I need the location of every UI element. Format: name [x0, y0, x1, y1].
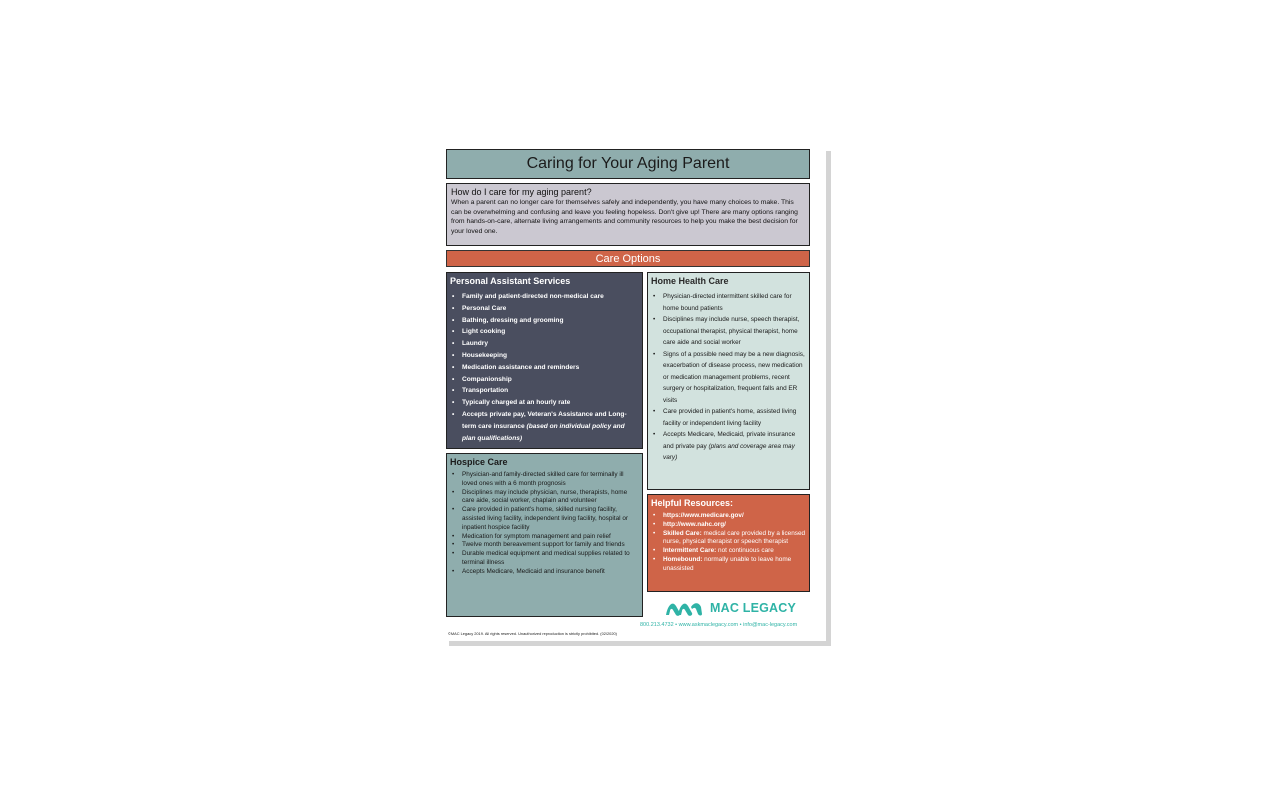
home-health-heading: Home Health Care	[651, 276, 729, 286]
definition-term: Skilled Care:	[663, 529, 702, 537]
hospice-panel	[446, 453, 643, 617]
list-item: • Disciplines may include physician, nurse, therapists, home care aide, social worker, chaplain and volunteer	[450, 489, 639, 507]
list-item: • Signs of a possible need may be a new diagnosis, exacerbation of disease process, new medication or medication management problems, recent surgery or hospitalization, frequent falls and ER visits	[651, 349, 806, 407]
list-item: • Physician-directed intermittent skilled care for home bound patients	[651, 291, 806, 314]
medicare-link[interactable]: https://www.medicare.gov/	[663, 512, 744, 519]
list-item	[651, 547, 806, 556]
list-item: • Personal Care	[450, 303, 639, 315]
home-health-list	[651, 291, 806, 464]
list-item: • Bathing, dressing and grooming	[450, 315, 639, 327]
list-item: • Typically charged at an hourly rate	[450, 397, 639, 409]
list-item	[651, 521, 806, 530]
resources-panel	[647, 494, 810, 592]
document-page	[444, 146, 826, 641]
list-item: • Laundry	[450, 338, 639, 350]
list-item	[651, 556, 806, 574]
list-item: • Medication for symptom management and pain relief	[450, 533, 639, 542]
brand-logo	[664, 597, 804, 619]
home-health-panel	[647, 272, 810, 490]
definition-text: normally unable to leave home unassisted	[663, 555, 792, 572]
list-item	[651, 530, 806, 548]
list-item: • Housekeeping	[450, 350, 639, 362]
list-item: • Family and patient-directed non-medical care	[450, 291, 639, 303]
list-item: • Companionship	[450, 374, 639, 386]
intro-body: When a parent can no longer care for themselves safely and independently, you have many choices to make. This can be overwhelming and confusing and leave you feeling hopeless. Don't give up! There are many options ranging from hands-on-care, alternate living arrangements and community resources to help you make the best decision for your loved one.	[451, 199, 798, 235]
list-item	[450, 409, 639, 444]
definition-term: Intermittent Care:	[663, 547, 717, 555]
list-item: • Care provided in patient's home, skilled nursing facility, assisted living facility, independent living facility, hospital or inpatient hospice facility	[450, 506, 639, 532]
intro-heading: How do I care for my aging parent?	[451, 187, 592, 197]
list-item-text: Accepts private pay, Veteran's Assistance and Long-term care insurance	[462, 410, 627, 430]
definition-term: Homebound:	[663, 555, 703, 563]
care-options-label: Care Options	[595, 252, 661, 265]
list-item: • Accepts Medicare, Medicaid and insurance benefit	[450, 568, 639, 577]
hospice-list	[450, 471, 639, 577]
logo-mark-icon	[664, 598, 704, 618]
copyright-line: ©MAC Legacy 2019. All rights reserved. Unauthorized reproduction is strictly prohibited. (02/2020)	[448, 631, 617, 636]
personal-assistant-list	[450, 291, 639, 444]
logo-text: MAC LEGACY	[710, 601, 797, 615]
hospice-heading: Hospice Care	[450, 457, 508, 467]
list-item-text: Accepts Medicare, Medicaid, private insurance and private pay	[663, 431, 796, 450]
definition-text: medical care provided by a licensed nurse, physical therapist or speech therapist	[663, 529, 806, 546]
list-item-note: (based on individual policy and plan qualifications)	[462, 422, 625, 442]
care-options-bar	[446, 250, 810, 267]
list-item: • Transportation	[450, 385, 639, 397]
list-item: • Medication assistance and reminders	[450, 362, 639, 374]
personal-assistant-heading: Personal Assistant Services	[450, 276, 571, 286]
list-item	[651, 512, 806, 521]
definition-text: not continuous care	[716, 547, 774, 555]
personal-assistant-panel	[446, 272, 643, 449]
list-item: • Light cooking	[450, 326, 639, 338]
resources-heading: Helpful Resources:	[651, 498, 734, 508]
resources-list	[651, 512, 806, 574]
nahc-link[interactable]: http://www.nahc.org/	[663, 520, 726, 528]
list-item: • Care provided in patient's home, assisted living facility or independent living facility	[651, 406, 806, 429]
list-item: • Durable medical equipment and medical supplies related to terminal illness	[450, 550, 639, 568]
list-item: • Physician-and family-directed skilled care for terminally ill loved ones with a 6 month prognosis	[450, 471, 639, 489]
list-item: • Twelve month bereavement support for family and friends	[450, 541, 639, 550]
document-title: Caring for Your Aging Parent	[526, 155, 730, 172]
list-item	[651, 429, 806, 464]
list-item-note: (plans and coverage area may vary)	[663, 442, 795, 461]
title-banner	[446, 149, 810, 179]
contact-line: 800.213.4732 • www.askmaclegacy.com • info@mac-legacy.com	[640, 622, 798, 628]
list-item: • Disciplines may include nurse, speech therapist, occupational therapist, physical therapist, home care aide and social worker	[651, 314, 806, 349]
intro-box	[446, 183, 810, 246]
